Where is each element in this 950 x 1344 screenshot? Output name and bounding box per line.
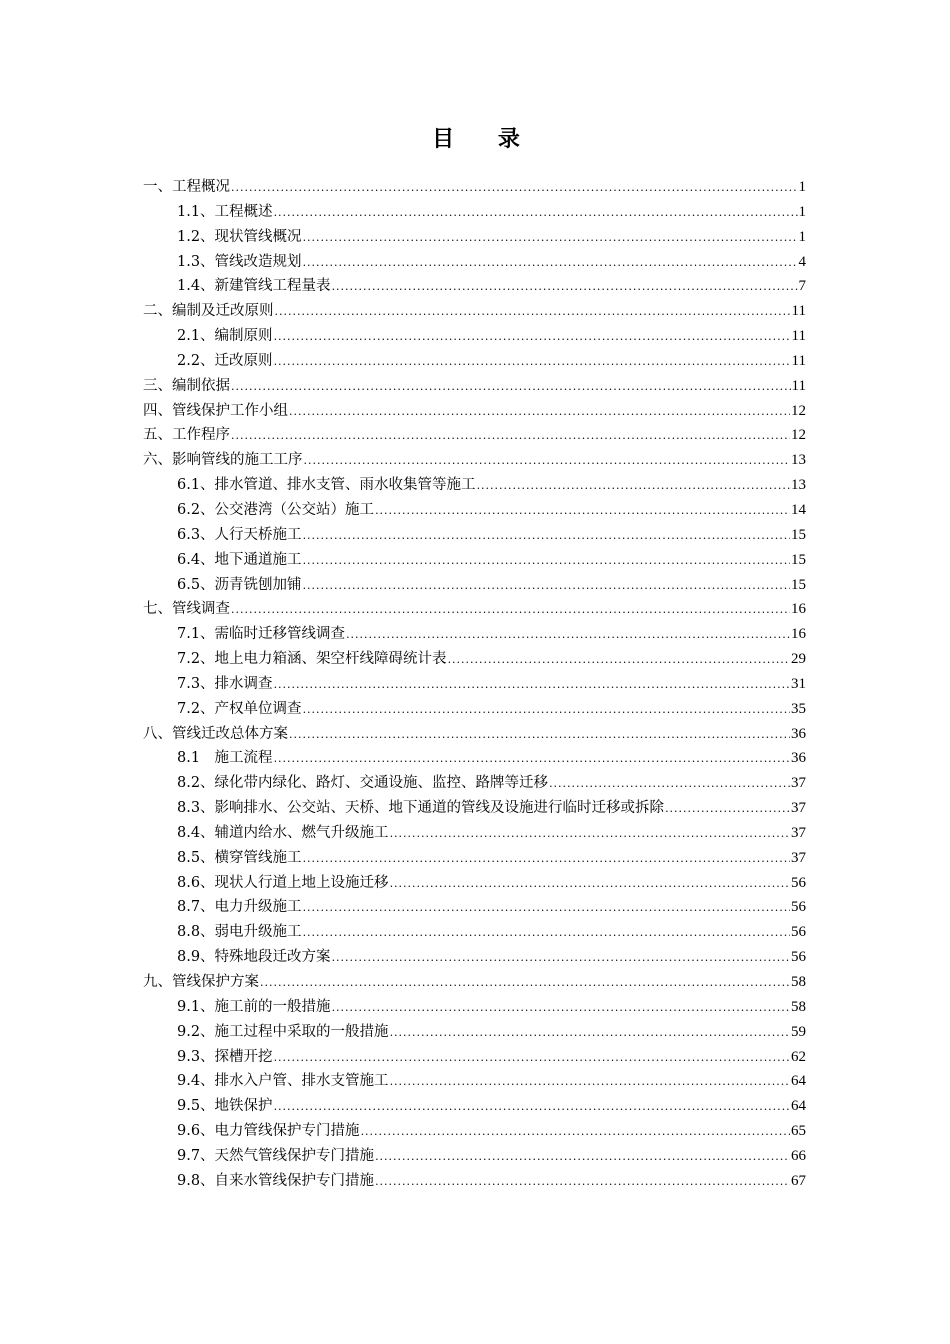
toc-entry[interactable] [143,1119,806,1144]
toc-entry-page-number: 29 [791,651,806,668]
toc-entry[interactable] [143,970,806,995]
toc-entry-page-number: 4 [798,253,806,270]
toc-entry-page-number: 1 [798,228,806,245]
toc-entry-page-number: 56 [791,874,806,891]
toc-entry[interactable] [143,796,806,821]
toc-entry-text: 2.1、编制原则 [177,328,273,345]
toc-entry-text: 八、管线迁改总体方案 [143,725,288,742]
dot-leader [665,797,790,822]
toc-entry-text: 9.2、施工过程中采取的一般措施 [177,1023,389,1040]
toc-entry-page-number: 56 [791,899,806,916]
toc-entry-text: 1.1、工程概述 [177,203,273,220]
toc-entry[interactable] [143,995,806,1020]
toc-entry-page-number: 58 [791,998,806,1015]
dot-leader [332,275,798,300]
toc-entry-page-number: 12 [791,402,806,419]
dot-leader [390,1070,790,1095]
toc-entry[interactable] [143,1069,806,1094]
toc-entry[interactable] [143,622,806,647]
toc-entry-text: 6.4、地下通道施工 [177,551,302,568]
dot-leader [274,747,790,772]
toc-entry-page-number: 67 [791,1172,806,1189]
toc-entry-page-number: 65 [791,1123,806,1140]
dot-leader [303,549,790,574]
toc-entry[interactable] [143,374,806,399]
dot-leader [303,574,790,599]
toc-entry[interactable] [143,722,806,747]
toc-entry-page-number: 16 [791,626,806,643]
dot-leader [231,424,790,449]
dot-leader [303,896,790,921]
toc-entry[interactable] [143,672,806,697]
toc-entry[interactable] [143,1144,806,1169]
dot-leader [231,375,791,400]
toc-entry-text: 6.2、公交港湾（公交站）施工 [177,501,375,518]
toc-entry-page-number: 11 [791,352,806,369]
toc-entry[interactable] [143,175,806,200]
toc-entry[interactable] [143,473,806,498]
dot-leader [361,1120,790,1145]
toc-entry-text: 一、工程概况 [143,179,230,195]
toc-entry-text: 7.2、地上电力箱涵、架空杆线障碍统计表 [177,651,447,668]
toc-entry[interactable] [143,523,806,548]
dot-leader [303,921,790,946]
toc-entry-text: 三、编制依据 [143,377,230,394]
toc-entry[interactable] [143,448,806,473]
toc-entry-page-number: 37 [791,800,806,817]
toc-entry-text: 2.2、迁改原则 [177,352,273,369]
toc-entry[interactable] [143,647,806,672]
toc-entry-text: 6.1、排水管道、排水支管、雨水收集管等施工 [177,477,476,494]
dot-leader [274,325,791,350]
toc-entry-page-number: 36 [791,725,806,742]
dot-leader [332,996,790,1021]
toc-entry-text: 7.1、需临时迁移管线调查 [177,626,346,643]
toc-entry-page-number: 13 [791,452,806,469]
toc-entry-page-number: 56 [791,949,806,966]
toc-entry[interactable] [143,399,806,424]
toc-entry-text: 8.1 施工流程 [177,750,273,767]
dot-leader [390,1021,790,1046]
dot-leader [274,1046,790,1071]
toc-entry-page-number: 13 [791,477,806,494]
toc-entry[interactable] [143,299,806,324]
dot-leader [231,598,790,623]
dot-leader [303,251,798,276]
toc-entry[interactable] [143,746,806,771]
toc-entry-text: 1.4、新建管线工程量表 [177,278,331,295]
dot-leader [260,971,790,996]
toc-entry-page-number: 1 [798,203,806,220]
dot-leader [274,201,798,226]
toc-entry[interactable] [143,573,806,598]
dot-leader [332,946,790,971]
table-of-contents [143,175,806,1194]
dot-leader [274,1095,790,1120]
toc-entry-page-number: 37 [791,775,806,792]
toc-entry-text: 1.2、现状管线概况 [177,228,302,245]
toc-entry-text: 8.8、弱电升级施工 [177,924,302,941]
toc-entry[interactable] [143,846,806,871]
toc-entry-page-number: 64 [791,1098,806,1115]
toc-entry-text: 9.4、排水入户管、排水支管施工 [177,1073,389,1090]
toc-entry-page-number: 15 [791,551,806,568]
dot-leader [375,499,790,524]
toc-entry-page-number: 37 [791,824,806,841]
toc-entry[interactable] [143,945,806,970]
toc-entry-text: 五、工作程序 [143,427,230,444]
dot-leader [275,300,791,325]
dot-leader [231,176,798,201]
toc-entry[interactable] [143,821,806,846]
toc-entry[interactable] [143,498,806,523]
toc-entry[interactable] [143,895,806,920]
toc-entry-text: 6.5、沥青铣刨加铺 [177,576,302,593]
toc-entry-page-number: 58 [791,974,806,990]
toc-entry-text: 9.8、自来水管线保护专门措施 [177,1172,375,1189]
toc-entry-text: 六、影响管线的施工工序 [143,452,303,469]
toc-entry-page-number: 1 [798,179,806,195]
toc-entry-page-number: 56 [791,924,806,941]
toc-entry-page-number: 16 [791,601,806,618]
toc-entry-text: 9.1、施工前的一般措施 [177,998,331,1015]
dot-leader [304,449,791,474]
toc-entry[interactable] [143,1045,806,1070]
toc-entry-page-number: 59 [791,1023,806,1040]
toc-entry-page-number: 66 [791,1147,806,1164]
toc-entry-page-number: 31 [791,675,806,692]
toc-entry[interactable] [143,274,806,299]
dot-leader [390,872,790,897]
dot-leader [274,673,790,698]
toc-entry[interactable] [143,1020,806,1045]
toc-entry-text: 9.6、电力管线保护专门措施 [177,1123,360,1140]
toc-entry-text: 9.3、探槽开挖 [177,1048,273,1065]
toc-entry-text: 8.7、电力升级施工 [177,899,302,916]
toc-entry[interactable] [143,871,806,896]
toc-entry-page-number: 15 [791,526,806,543]
toc-entry-page-number: 35 [791,700,806,717]
toc-entry-text: 8.4、辅道内给水、燃气升级施工 [177,824,389,841]
toc-entry[interactable] [143,225,806,250]
toc-entry-page-number: 7 [798,278,806,295]
dot-leader [549,772,790,797]
dot-leader [346,623,790,648]
toc-entry-page-number: 36 [791,750,806,767]
toc-entry-text: 8.2、绿化带内绿化、路灯、交通设施、监控、路牌等迁移 [177,775,549,792]
toc-entry-text: 1.3、管线改造规划 [177,253,302,270]
toc-entry-text: 二、编制及迁改原则 [143,303,274,320]
toc-entry-text: 四、管线保护工作小组 [143,402,288,419]
toc-entry[interactable] [143,1169,806,1194]
toc-entry[interactable] [143,200,806,225]
toc-entry[interactable] [143,597,806,622]
toc-entry[interactable] [143,250,806,275]
dot-leader [477,474,790,499]
toc-entry-page-number: 12 [791,427,806,444]
toc-entry-page-number: 11 [791,377,806,394]
toc-entry[interactable] [143,771,806,796]
toc-entry[interactable] [143,548,806,573]
toc-entry[interactable] [143,324,806,349]
toc-entry-page-number: 14 [791,501,806,518]
toc-entry-text: 7.2、产权单位调查 [177,700,302,717]
dot-leader [289,723,790,748]
dot-leader [303,698,790,723]
toc-entry-text: 8.9、特殊地段迁改方案 [177,949,331,966]
dot-leader [289,400,790,425]
toc-entry-text: 8.3、影响排水、公交站、天桥、地下通道的管线及设施进行临时迁移或拆除 [177,800,665,817]
dot-leader [303,524,790,549]
toc-entry-page-number: 37 [791,849,806,866]
dot-leader [448,648,790,673]
toc-entry-page-number: 15 [791,576,806,593]
toc-entry[interactable] [143,423,806,448]
dot-leader [274,350,791,375]
toc-entry[interactable] [143,697,806,722]
toc-entry-text: 9.5、地铁保护 [177,1098,273,1115]
dot-leader [303,226,798,251]
toc-entry[interactable] [143,1094,806,1119]
toc-entry-text: 九、管线保护方案 [143,974,259,990]
toc-entry-text: 6.3、人行天桥施工 [177,526,302,543]
dot-leader [390,822,790,847]
toc-entry[interactable] [143,349,806,374]
toc-entry-text: 7.3、排水调查 [177,675,273,692]
toc-entry-text: 8.5、横穿管线施工 [177,849,302,866]
toc-entry-text: 七、管线调查 [143,601,230,618]
dot-leader [375,1170,790,1195]
dot-leader [375,1145,790,1170]
toc-entry[interactable] [143,920,806,945]
toc-entry-text: 8.6、现状人行道上地上设施迁移 [177,874,389,891]
toc-entry-text: 9.7、天然气管线保护专门措施 [177,1147,375,1164]
toc-entry-page-number: 62 [791,1048,806,1065]
toc-entry-page-number: 64 [791,1073,806,1090]
dot-leader [303,847,790,872]
toc-entry-page-number: 11 [791,328,806,345]
toc-title: 目 录 [432,126,538,152]
toc-entry-page-number: 11 [791,303,806,320]
